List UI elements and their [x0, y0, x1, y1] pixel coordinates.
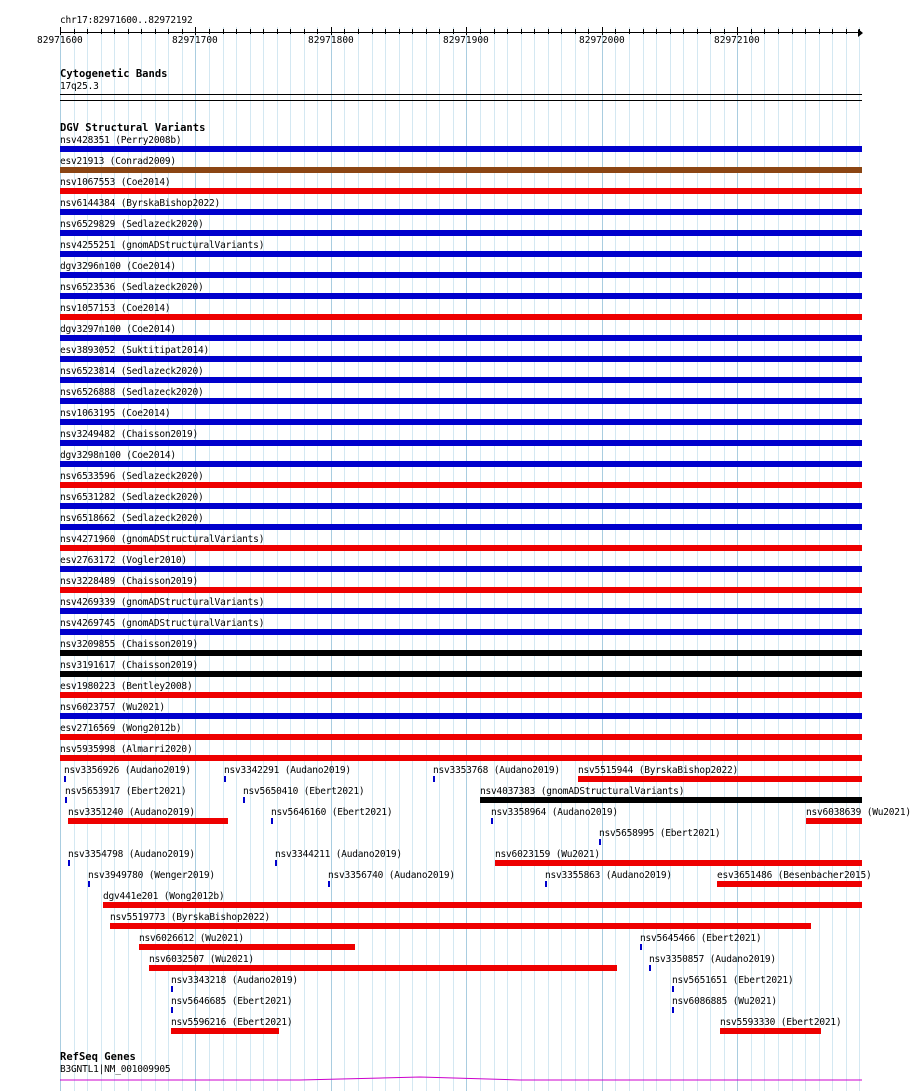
variant-label[interactable]: esv21913 (Conrad2009)	[60, 156, 176, 167]
variant-label[interactable]: nsv3354798 (Audano2019)	[68, 849, 195, 860]
variant-feature-bar[interactable]	[139, 944, 355, 950]
dgv-track-title: DGV Structural Variants	[60, 122, 206, 134]
ruler-tick	[534, 29, 535, 34]
variant-label[interactable]: nsv3209855 (Chaisson2019)	[60, 639, 198, 650]
variant-feature-bar[interactable]	[60, 734, 862, 740]
variant-label[interactable]: nsv3343218 (Audano2019)	[171, 975, 298, 986]
ruler-tick	[317, 29, 318, 34]
variant-feature-bar[interactable]	[60, 272, 862, 278]
variant-label[interactable]: nsv5646160 (Ebert2021)	[271, 807, 393, 818]
variant-label[interactable]: nsv4271960 (gnomADStructuralVariants)	[60, 534, 265, 545]
variant-feature-bar[interactable]	[480, 797, 862, 803]
variant-feature-bar[interactable]	[103, 902, 862, 908]
variant-label[interactable]: nsv4255251 (gnomADStructuralVariants)	[60, 240, 265, 251]
variant-label[interactable]: nsv5651651 (Ebert2021)	[672, 975, 794, 986]
ruler-tick	[155, 29, 156, 34]
ruler-tick	[114, 29, 115, 34]
variant-label[interactable]: nsv6523814 (Sedlazeck2020)	[60, 366, 204, 377]
variant-label[interactable]: nsv5515944 (ByrskaBishop2022)	[578, 765, 739, 776]
ruler-tick	[480, 29, 481, 34]
variant-feature-bar[interactable]	[60, 440, 862, 446]
variant-feature-bar[interactable]	[60, 692, 862, 698]
variant-feature-bar[interactable]	[60, 608, 862, 614]
ruler-tick	[832, 29, 833, 34]
variant-feature-bar[interactable]	[64, 776, 66, 782]
variant-label[interactable]: nsv3249482 (Chaisson2019)	[60, 429, 198, 440]
variant-label[interactable]: nsv3351240 (Audano2019)	[68, 807, 195, 818]
variant-label[interactable]: nsv6523536 (Sedlazeck2020)	[60, 282, 204, 293]
variant-label[interactable]: nsv6032507 (Wu2021)	[149, 954, 254, 965]
variant-label[interactable]: esv1980223 (Bentley2008)	[60, 681, 193, 692]
ruler-tick	[101, 29, 102, 34]
ruler-tick	[60, 27, 61, 35]
ruler-tick	[141, 29, 142, 34]
variant-feature-bar[interactable]	[578, 776, 862, 782]
variant-label[interactable]: nsv428351 (Perry2008b)	[60, 135, 182, 146]
variant-label[interactable]: nsv3191617 (Chaisson2019)	[60, 660, 198, 671]
variant-feature-bar[interactable]	[60, 713, 862, 719]
variant-feature-bar[interactable]	[275, 860, 277, 866]
ruler-tick	[128, 29, 129, 34]
ruler-tick	[846, 29, 847, 34]
variant-feature-bar[interactable]	[720, 1028, 821, 1034]
ruler-tick	[494, 29, 495, 34]
ruler-tick	[697, 29, 698, 34]
variant-feature-bar[interactable]	[60, 587, 862, 593]
ruler-tick	[412, 29, 413, 34]
ruler-axis	[60, 32, 862, 33]
variant-label[interactable]: nsv5593330 (Ebert2021)	[720, 1017, 842, 1028]
variant-label[interactable]: nsv3344211 (Audano2019)	[275, 849, 402, 860]
variant-label[interactable]: nsv6026612 (Wu2021)	[139, 933, 244, 944]
variant-label[interactable]: esv2716569 (Wong2012b)	[60, 723, 182, 734]
ruler-tick	[466, 27, 467, 35]
variant-feature-bar[interactable]	[243, 797, 245, 803]
variant-feature-bar[interactable]	[60, 398, 862, 404]
refseq-track-title: RefSeq Genes	[60, 1051, 136, 1063]
variant-feature-bar[interactable]	[60, 545, 862, 551]
variant-label[interactable]: nsv1067553 (Coe2014)	[60, 177, 171, 188]
variant-label[interactable]: nsv1063195 (Coe2014)	[60, 408, 171, 419]
ruler-tick	[819, 29, 820, 34]
variant-feature-bar[interactable]	[433, 776, 435, 782]
variant-label[interactable]: dgv441e201 (Wong2012b)	[103, 891, 225, 902]
ruler-tick	[792, 29, 793, 34]
ruler-tick	[643, 29, 644, 34]
variant-feature-bar[interactable]	[110, 923, 811, 929]
variant-label[interactable]: nsv1057153 (Coe2014)	[60, 303, 171, 314]
variant-feature-bar[interactable]	[806, 818, 862, 824]
variant-feature-bar[interactable]	[60, 188, 862, 194]
ruler-tick	[290, 29, 291, 34]
ruler-tick	[615, 29, 616, 34]
variant-label[interactable]: nsv5653917 (Ebert2021)	[65, 786, 187, 797]
variant-label[interactable]: nsv5658995 (Ebert2021)	[599, 828, 721, 839]
variant-label[interactable]: nsv6144384 (ByrskaBishop2022)	[60, 198, 221, 209]
variant-label[interactable]: nsv6529829 (Sedlazeck2020)	[60, 219, 204, 230]
ruler-tick-label: 82971700	[172, 35, 218, 46]
ruler-tick	[236, 29, 237, 34]
ruler-tick	[453, 29, 454, 34]
variant-feature-bar[interactable]	[60, 293, 862, 299]
ruler-tick	[372, 29, 373, 34]
ruler-tick	[764, 29, 765, 34]
variant-label[interactable]: nsv6038639 (Wu2021)	[806, 807, 911, 818]
variant-feature-bar[interactable]	[149, 965, 617, 971]
ruler-tick	[399, 29, 400, 34]
variant-label[interactable]: dgv3296n100 (Coe2014)	[60, 261, 176, 272]
variant-label[interactable]: nsv6531282 (Sedlazeck2020)	[60, 492, 204, 503]
variant-label[interactable]: nsv6518662 (Sedlazeck2020)	[60, 513, 204, 524]
variant-feature-bar[interactable]	[60, 650, 862, 656]
variant-feature-bar[interactable]	[60, 671, 862, 677]
variant-feature-bar[interactable]	[171, 1007, 173, 1013]
ruler-tick	[277, 29, 278, 34]
variant-label[interactable]: dgv3298n100 (Coe2014)	[60, 450, 176, 461]
variant-feature-bar[interactable]	[60, 524, 862, 530]
variant-feature-bar[interactable]	[328, 881, 330, 887]
variant-label[interactable]: nsv6533596 (Sedlazeck2020)	[60, 471, 204, 482]
variant-feature-bar[interactable]	[672, 1007, 674, 1013]
ruler-tick	[74, 29, 75, 34]
variant-label[interactable]: esv3651486 (Besenbacher2015)	[717, 870, 872, 881]
variant-label[interactable]: nsv6023159 (Wu2021)	[495, 849, 600, 860]
refseq-gene-track[interactable]	[0, 1072, 890, 1091]
ruler-tick	[724, 29, 725, 34]
variant-label[interactable]: nsv5596216 (Ebert2021)	[171, 1017, 293, 1028]
ruler-tick-label: 82971800	[308, 35, 354, 46]
ruler-tick	[805, 29, 806, 34]
ruler-tick	[168, 29, 169, 34]
variant-feature-bar[interactable]	[599, 839, 601, 845]
variant-label[interactable]: nsv5650410 (Ebert2021)	[243, 786, 365, 797]
ruler-tick	[358, 29, 359, 34]
variant-feature-bar[interactable]	[60, 146, 862, 152]
variant-feature-bar[interactable]	[60, 419, 862, 425]
ruler-tick	[385, 29, 386, 34]
variant-feature-bar[interactable]	[60, 377, 862, 383]
variant-feature-bar[interactable]	[491, 818, 493, 824]
ruler-tick	[710, 29, 711, 34]
variant-feature-bar[interactable]	[60, 566, 862, 572]
variant-feature-bar[interactable]	[60, 461, 862, 467]
variant-feature-bar[interactable]	[68, 860, 70, 866]
ruler-tick	[304, 29, 305, 34]
variant-label[interactable]: nsv3355863 (Audano2019)	[545, 870, 672, 881]
variant-label[interactable]: nsv5935998 (Almarri2020)	[60, 744, 193, 755]
ruler-tick	[195, 27, 196, 35]
ruler-tick	[223, 29, 224, 34]
variant-feature-bar[interactable]	[60, 335, 862, 341]
variant-label[interactable]: nsv4269745 (gnomADStructuralVariants)	[60, 618, 265, 629]
ruler-tick	[778, 29, 779, 34]
variant-feature-bar[interactable]	[60, 755, 862, 761]
variant-feature-bar[interactable]	[60, 251, 862, 257]
ruler-tick	[209, 29, 210, 34]
variant-feature-bar[interactable]	[171, 986, 173, 992]
ruler-tick	[182, 29, 183, 34]
variant-label[interactable]: nsv3342291 (Audano2019)	[224, 765, 351, 776]
track-divider	[60, 100, 862, 101]
variant-feature-bar[interactable]	[68, 818, 228, 824]
ruler-tick	[87, 29, 88, 34]
ruler-tick	[656, 29, 657, 34]
variant-feature-bar[interactable]	[649, 965, 651, 971]
locus-label: chr17:82971600..82972192	[60, 15, 193, 26]
variant-label[interactable]: nsv3228489 (Chaisson2019)	[60, 576, 198, 587]
variant-label[interactable]: nsv6086885 (Wu2021)	[672, 996, 777, 1007]
ruler-tick	[670, 29, 671, 34]
variant-label[interactable]: esv3893052 (Suktitipat2014)	[60, 345, 210, 356]
variant-label[interactable]: nsv5519773 (ByrskaBishop2022)	[110, 912, 271, 923]
variant-label[interactable]: nsv5646685 (Ebert2021)	[171, 996, 293, 1007]
ruler-tick	[439, 29, 440, 34]
ruler-tick	[683, 29, 684, 34]
variant-feature-bar[interactable]	[88, 881, 90, 887]
variant-feature-bar[interactable]	[224, 776, 226, 782]
ruler-tick	[521, 29, 522, 34]
variant-feature-bar[interactable]	[60, 230, 862, 236]
ruler-tick-label: 82971600	[37, 35, 83, 46]
variant-feature-bar[interactable]	[65, 797, 67, 803]
variant-feature-bar[interactable]	[640, 944, 642, 950]
ruler-tick	[263, 29, 264, 34]
ruler-tick-label: 82971900	[443, 35, 489, 46]
ruler-tick	[548, 29, 549, 34]
variant-label[interactable]: nsv3949780 (Wenger2019)	[88, 870, 215, 881]
variant-feature-bar[interactable]	[60, 209, 862, 215]
ruler-arrow-icon	[858, 29, 863, 37]
variant-label[interactable]: nsv3356740 (Audano2019)	[328, 870, 455, 881]
ruler-tick	[331, 27, 332, 35]
variant-label[interactable]: nsv3358964 (Audano2019)	[491, 807, 618, 818]
variant-feature-bar[interactable]	[60, 629, 862, 635]
variant-feature-bar[interactable]	[60, 314, 862, 320]
ruler-tick	[426, 29, 427, 34]
variant-feature-bar[interactable]	[672, 986, 674, 992]
ruler-tick	[507, 29, 508, 34]
variant-feature-bar[interactable]	[60, 503, 862, 509]
variant-label[interactable]: nsv4037383 (gnomADStructuralVariants)	[480, 786, 685, 797]
variant-label[interactable]: nsv3356926 (Audano2019)	[64, 765, 191, 776]
ruler-tick	[751, 29, 752, 34]
variant-label[interactable]: dgv3297n100 (Coe2014)	[60, 324, 176, 335]
variant-feature-bar[interactable]	[717, 881, 862, 887]
variant-label[interactable]: nsv4269339 (gnomADStructuralVariants)	[60, 597, 265, 608]
variant-feature-bar[interactable]	[271, 818, 273, 824]
ruler-tick	[250, 29, 251, 34]
ruler-tick	[344, 29, 345, 34]
cytoband-label[interactable]: 17q25.3	[60, 81, 99, 92]
ruler-tick	[737, 27, 738, 35]
cytoband-track-title: Cytogenetic Bands	[60, 68, 168, 80]
variant-feature-bar[interactable]	[60, 482, 862, 488]
variant-label[interactable]: nsv6526888 (Sedlazeck2020)	[60, 387, 204, 398]
variant-label[interactable]: nsv5645466 (Ebert2021)	[640, 933, 762, 944]
variant-label[interactable]: nsv3353768 (Audano2019)	[433, 765, 560, 776]
ruler-tick	[602, 27, 603, 35]
variant-feature-bar[interactable]	[495, 860, 862, 866]
ruler-tick	[629, 29, 630, 34]
cytoband-line	[60, 94, 862, 95]
ruler-tick-label: 82972100	[714, 35, 760, 46]
refseq-gene-label[interactable]: B3GNTL1|NM_001009905	[60, 1064, 171, 1075]
ruler-tick	[588, 29, 589, 34]
ruler-tick-label: 82972000	[579, 35, 625, 46]
variant-label[interactable]: nsv3350857 (Audano2019)	[649, 954, 776, 965]
ruler-tick	[575, 29, 576, 34]
variant-feature-bar[interactable]	[60, 167, 862, 173]
variant-feature-bar[interactable]	[60, 356, 862, 362]
ruler-tick	[561, 29, 562, 34]
variant-label[interactable]: nsv6023757 (Wu2021)	[60, 702, 165, 713]
variant-label[interactable]: esv2763172 (Vogler2010)	[60, 555, 187, 566]
variant-feature-bar[interactable]	[171, 1028, 279, 1034]
variant-feature-bar[interactable]	[545, 881, 547, 887]
